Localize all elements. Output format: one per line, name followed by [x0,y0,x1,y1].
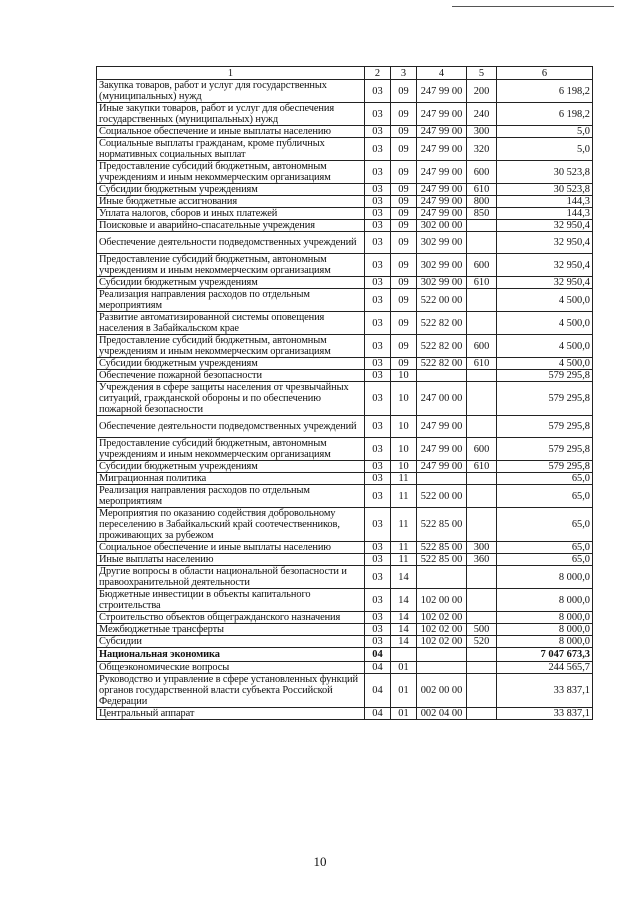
row-section: 03 [365,636,391,648]
row-section: 03 [365,612,391,624]
row-subsection: 09 [391,335,417,358]
row-subsection: 09 [391,126,417,138]
row-amount: 4 500,0 [497,335,593,358]
row-section: 03 [365,358,391,370]
table-row [97,508,593,542]
row-subsection: 11 [391,542,417,554]
row-target-article: 247 99 00 [417,208,467,220]
row-target-article: 302 00 00 [417,220,467,232]
row-name: Субсидии бюджетным учреждениям [97,461,365,473]
row-expense-type: 610 [467,277,497,289]
row-expense-type: 600 [467,335,497,358]
column-header: 1 [97,67,365,80]
row-subsection: 14 [391,566,417,589]
row-subsection: 09 [391,103,417,126]
table-row [97,636,593,648]
row-target-article: 247 00 00 [417,382,467,416]
row-subsection: 14 [391,624,417,636]
row-target-article: 247 99 00 [417,461,467,473]
row-amount: 579 295,8 [497,370,593,382]
row-section: 03 [365,184,391,196]
row-target-article: 002 00 00 [417,674,467,708]
row-amount: 144,3 [497,196,593,208]
table-row [97,648,593,662]
table-row [97,358,593,370]
row-expense-type [467,416,497,438]
row-section: 03 [365,208,391,220]
row-expense-type [467,708,497,720]
column-header: 3 [391,67,417,80]
row-target-article: 302 99 00 [417,232,467,254]
table-row [97,254,593,277]
row-amount: 579 295,8 [497,416,593,438]
row-name: Обеспечение деятельности подведомственных учреждений [97,416,365,438]
row-section: 03 [365,589,391,612]
row-name: Другие вопросы в области национальной безопасности и правоохранительной деятельности [97,566,365,589]
row-section: 03 [365,382,391,416]
row-expense-type [467,485,497,508]
row-name: Учреждения в сфере защиты населения от чрезвычайных ситуаций, гражданской обороны и по обеспечению пожарной безопасности [97,382,365,416]
row-section: 03 [365,312,391,335]
row-section: 03 [365,370,391,382]
row-expense-type [467,312,497,335]
row-name: Предоставление субсидий бюджетным, автономным учреждениям и иным некоммерческим организациям [97,161,365,184]
row-expense-type [467,473,497,485]
row-target-article: 102 02 00 [417,612,467,624]
row-subsection: 11 [391,508,417,542]
row-section: 03 [365,80,391,103]
row-expense-type: 600 [467,161,497,184]
row-name: Субсидии бюджетным учреждениям [97,184,365,196]
row-expense-type [467,232,497,254]
row-target-article: 522 00 00 [417,289,467,312]
column-header: 2 [365,67,391,80]
row-subsection: 14 [391,612,417,624]
table-row [97,184,593,196]
row-subsection: 09 [391,232,417,254]
row-subsection: 10 [391,382,417,416]
row-target-article: 302 99 00 [417,277,467,289]
row-subsection: 10 [391,370,417,382]
row-subsection: 09 [391,208,417,220]
row-section: 03 [365,103,391,126]
row-subsection: 11 [391,554,417,566]
row-name: Социальные выплаты гражданам, кроме публичных нормативных социальных выплат [97,138,365,161]
budget-table [96,66,593,720]
row-expense-type [467,566,497,589]
table-row [97,103,593,126]
table-row [97,312,593,335]
table-row [97,438,593,461]
table-row [97,196,593,208]
row-section: 03 [365,220,391,232]
row-subsection: 09 [391,161,417,184]
row-section: 03 [365,196,391,208]
row-subsection: 09 [391,138,417,161]
row-target-article: 102 02 00 [417,636,467,648]
row-target-article: 247 99 00 [417,416,467,438]
row-target-article [417,648,467,662]
row-subsection: 01 [391,708,417,720]
row-expense-type: 610 [467,461,497,473]
row-name: Общеэкономические вопросы [97,662,365,674]
table-row [97,80,593,103]
table-row [97,370,593,382]
table-row [97,138,593,161]
row-subsection: 14 [391,636,417,648]
row-expense-type [467,648,497,662]
table-row [97,161,593,184]
row-target-article: 522 00 00 [417,485,467,508]
row-amount: 4 500,0 [497,312,593,335]
page-number: 10 [313,854,327,869]
row-amount: 33 837,1 [497,708,593,720]
table-row [97,220,593,232]
row-section: 03 [365,335,391,358]
row-subsection: 09 [391,254,417,277]
row-target-article: 522 85 00 [417,508,467,542]
row-expense-type: 520 [467,636,497,648]
row-amount: 4 500,0 [497,358,593,370]
row-expense-type [467,289,497,312]
row-section: 03 [365,566,391,589]
row-name: Мероприятия по оказанию содействия добровольному переселению в Забайкальский край соотечественников, проживающих за рубежом [97,508,365,542]
row-expense-type: 500 [467,624,497,636]
table-row [97,554,593,566]
row-name: Субсидии [97,636,365,648]
row-section: 04 [365,648,391,662]
row-subsection [391,648,417,662]
row-name: Субсидии бюджетным учреждениям [97,358,365,370]
row-expense-type: 320 [467,138,497,161]
table-row [97,461,593,473]
row-subsection: 11 [391,473,417,485]
row-amount: 579 295,8 [497,461,593,473]
row-target-article: 102 00 00 [417,589,467,612]
row-expense-type: 240 [467,103,497,126]
row-name: Бюджетные инвестиции в объекты капитального строительства [97,589,365,612]
row-expense-type [467,220,497,232]
row-name: Иные бюджетные ассигнования [97,196,365,208]
row-amount: 32 950,4 [497,254,593,277]
row-amount: 30 523,8 [497,184,593,196]
row-section: 04 [365,708,391,720]
table-row [97,277,593,289]
table-row [97,416,593,438]
table-row [97,289,593,312]
row-amount: 8 000,0 [497,636,593,648]
row-subsection: 09 [391,358,417,370]
table-body [97,80,593,720]
row-expense-type: 300 [467,542,497,554]
row-target-article: 247 99 00 [417,196,467,208]
row-section: 03 [365,508,391,542]
header-rule [452,6,614,7]
row-expense-type: 600 [467,438,497,461]
row-section: 03 [365,461,391,473]
row-name: Миграционная политика [97,473,365,485]
row-name: Уплата налогов, сборов и иных платежей [97,208,365,220]
column-header: 4 [417,67,467,80]
row-amount: 65,0 [497,485,593,508]
row-expense-type: 300 [467,126,497,138]
column-header: 6 [497,67,593,80]
row-target-article: 247 99 00 [417,161,467,184]
row-section: 03 [365,542,391,554]
row-amount: 4 500,0 [497,289,593,312]
row-expense-type: 850 [467,208,497,220]
row-amount: 5,0 [497,138,593,161]
row-subsection: 09 [391,80,417,103]
row-subsection: 11 [391,485,417,508]
table-row [97,473,593,485]
row-amount: 33 837,1 [497,674,593,708]
row-section: 03 [365,254,391,277]
row-name: Социальное обеспечение и иные выплаты населению [97,126,365,138]
row-name: Субсидии бюджетным учреждениям [97,277,365,289]
row-target-article [417,662,467,674]
row-amount: 65,0 [497,508,593,542]
row-expense-type: 800 [467,196,497,208]
row-amount: 7 047 673,3 [497,648,593,662]
row-amount: 32 950,4 [497,277,593,289]
row-section: 03 [365,138,391,161]
row-target-article: 247 99 00 [417,138,467,161]
row-name: Обеспечение пожарной безопасности [97,370,365,382]
row-name: Предоставление субсидий бюджетным, автономным учреждениям и иным некоммерческим организациям [97,438,365,461]
row-section: 04 [365,662,391,674]
row-amount: 32 950,4 [497,220,593,232]
table-row [97,624,593,636]
row-target-article [417,566,467,589]
row-subsection: 09 [391,220,417,232]
row-section: 03 [365,289,391,312]
row-name: Межбюджетные трансферты [97,624,365,636]
row-expense-type [467,382,497,416]
row-target-article: 002 04 00 [417,708,467,720]
table-header-row [97,67,593,80]
row-target-article: 522 82 00 [417,335,467,358]
table-row [97,674,593,708]
row-expense-type [467,589,497,612]
row-section: 03 [365,438,391,461]
row-name: Обеспечение деятельности подведомственных учреждений [97,232,365,254]
row-amount: 579 295,8 [497,382,593,416]
row-amount: 8 000,0 [497,566,593,589]
row-name: Предоставление субсидий бюджетным, автономным учреждениям и иным некоммерческим организациям [97,254,365,277]
row-name: Поисковые и аварийно-спасательные учреждения [97,220,365,232]
row-subsection: 09 [391,312,417,335]
row-subsection: 09 [391,289,417,312]
table-row [97,542,593,554]
row-expense-type [467,662,497,674]
row-section: 04 [365,674,391,708]
row-amount: 32 950,4 [497,232,593,254]
table-row [97,126,593,138]
row-section: 03 [365,473,391,485]
row-name: Центральный аппарат [97,708,365,720]
row-amount: 8 000,0 [497,589,593,612]
table-row [97,612,593,624]
row-subsection: 01 [391,674,417,708]
table-row [97,335,593,358]
row-expense-type [467,508,497,542]
row-name: Реализация направления расходов по отдельным мероприятиям [97,289,365,312]
row-expense-type: 610 [467,358,497,370]
row-target-article: 247 99 00 [417,438,467,461]
table-row [97,662,593,674]
table-row [97,566,593,589]
row-target-article: 302 99 00 [417,254,467,277]
row-name: Предоставление субсидий бюджетным, автономным учреждениям и иным некоммерческим организациям [97,335,365,358]
row-expense-type [467,612,497,624]
row-target-article [417,370,467,382]
row-target-article: 102 02 00 [417,624,467,636]
row-name: Иные закупки товаров, работ и услуг для обеспечения государственных (муниципальных) нужд [97,103,365,126]
row-target-article: 247 99 00 [417,184,467,196]
row-amount: 65,0 [497,542,593,554]
row-section: 03 [365,161,391,184]
row-name: Социальное обеспечение и иные выплаты населению [97,542,365,554]
row-section: 03 [365,416,391,438]
row-expense-type: 600 [467,254,497,277]
row-section: 03 [365,485,391,508]
row-amount: 30 523,8 [497,161,593,184]
table-row [97,485,593,508]
row-name: Закупка товаров, работ и услуг для государственных (муниципальных) нужд [97,80,365,103]
row-target-article: 247 99 00 [417,80,467,103]
row-subsection: 09 [391,277,417,289]
row-target-article: 522 82 00 [417,312,467,335]
row-target-article: 522 85 00 [417,542,467,554]
row-section: 03 [365,624,391,636]
row-expense-type: 200 [467,80,497,103]
row-amount: 65,0 [497,554,593,566]
column-header: 5 [467,67,497,80]
row-amount: 579 295,8 [497,438,593,461]
row-amount: 244 565,7 [497,662,593,674]
row-name: Реализация направления расходов по отдельным мероприятиям [97,485,365,508]
row-name: Руководство и управление в сфере установленных функций органов государственной власти субъекта Российской Федерации [97,674,365,708]
row-name: Национальная экономика [97,648,365,662]
table-row [97,589,593,612]
row-amount: 8 000,0 [497,624,593,636]
row-target-article: 522 82 00 [417,358,467,370]
row-expense-type [467,370,497,382]
row-amount: 65,0 [497,473,593,485]
row-subsection: 09 [391,196,417,208]
row-target-article: 522 85 00 [417,554,467,566]
row-expense-type: 610 [467,184,497,196]
row-amount: 144,3 [497,208,593,220]
row-subsection: 10 [391,416,417,438]
row-section: 03 [365,232,391,254]
row-amount: 6 198,2 [497,80,593,103]
row-section: 03 [365,277,391,289]
row-target-article [417,473,467,485]
table-row [97,232,593,254]
row-amount: 6 198,2 [497,103,593,126]
row-section: 03 [365,554,391,566]
row-subsection: 09 [391,184,417,196]
row-target-article: 247 99 00 [417,126,467,138]
row-subsection: 01 [391,662,417,674]
row-expense-type: 360 [467,554,497,566]
row-subsection: 10 [391,438,417,461]
table-row [97,708,593,720]
row-section: 03 [365,126,391,138]
table-row [97,208,593,220]
row-amount: 8 000,0 [497,612,593,624]
row-subsection: 10 [391,461,417,473]
row-amount: 5,0 [497,126,593,138]
row-name: Развитие автоматизированной системы оповещения населения в Забайкальском крае [97,312,365,335]
row-subsection: 14 [391,589,417,612]
table-row [97,382,593,416]
row-expense-type [467,674,497,708]
row-name: Строительство объектов общегражданского назначения [97,612,365,624]
row-name: Иные выплаты населению [97,554,365,566]
row-target-article: 247 99 00 [417,103,467,126]
